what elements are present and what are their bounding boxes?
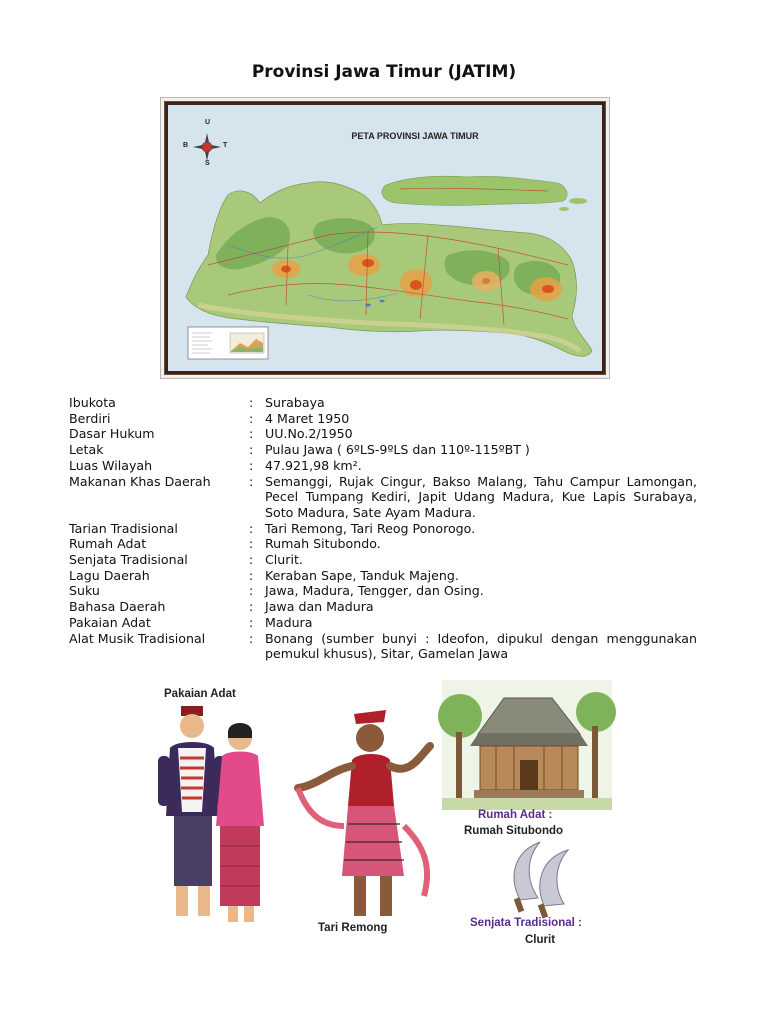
info-label: Ibukota [69,395,116,410]
info-value: Tari Remong, Tari Reog Ponorogo. [265,520,476,536]
info-label: Alat Musik Tradisional [69,630,206,646]
info-row-bahasa [69,599,697,615]
info-separator: : [249,552,254,568]
info-row-dasar-hukum [69,426,697,442]
info-separator: : [249,410,254,426]
compass-north-label: U [205,119,211,126]
info-row-senjata [69,552,697,568]
info-separator: : [249,520,254,536]
info-separator: : [249,599,254,615]
info-value: Semanggi, Rujak Cingur, Bakso Malang, Tahu Campur Lamongan, Pecel Tumpang Kediri, Japit Udang Madura, Kue Lapis Surabaya, Soto Madura, Sate Ayam Madura. [265,473,697,520]
info-value: Jawa, Madura, Tengger, dan Osing. [265,583,484,599]
compass-south-label: S [205,160,210,167]
info-label: Lagu Daerah [69,567,150,583]
sickle-icon [514,842,568,919]
map-title: PETA PROVINSI JAWA TIMUR [351,131,479,141]
info-separator: : [249,395,254,410]
senjata-tradisional-caption: Senjata Tradisional : [470,917,582,929]
info-row-suku [69,583,697,599]
info-label: Bahasa Daerah [69,599,166,615]
info-label: Suku [69,583,100,599]
info-row-luas-wilayah [69,458,697,474]
compass-west-label: B [183,142,189,149]
info-separator: : [249,457,254,473]
rumah-situbondo-caption: Rumah Situbondo [464,825,564,837]
info-row-alat-musik [69,631,697,662]
info-row-ibukota [69,395,697,411]
tari-remong-caption: Tari Remong [318,922,388,934]
info-row-letak [69,442,697,458]
info-value: Surabaya [265,395,325,410]
province-info-table [69,395,697,662]
culture-illustration [148,676,618,956]
info-label: Makanan Khas Daerah [69,473,211,489]
info-separator: : [249,536,254,552]
info-value: 4 Maret 1950 [265,410,350,426]
compass-east-label: T [223,142,228,149]
info-row-lagu-daerah [69,568,697,584]
man-figure-icon [158,706,226,916]
dancer-figure-icon [298,710,430,916]
info-value: Jawa dan Madura [265,599,374,615]
info-separator: : [249,426,254,442]
info-row-berdiri [69,411,697,427]
info-value: UU.No.2/1950 [265,426,353,442]
info-separator: : [249,614,254,630]
info-value: Rumah Situbondo. [265,536,381,552]
info-label: Letak [69,442,104,458]
house-icon [438,680,616,810]
map-illustration [168,105,602,371]
info-label: Berdiri [69,410,111,426]
info-value: Pulau Jawa ( 6ºLS-9ºLS dan 110º-115ºBT ) [265,442,530,458]
info-value: Keraban Sape, Tanduk Majeng. [265,567,459,583]
clurit-caption: Clurit [525,934,556,946]
info-value: Madura [265,614,313,630]
info-value: 47.921,98 km². [265,457,362,473]
map-canvas [165,102,605,374]
rumah-adat-caption: Rumah Adat : [478,809,553,821]
info-row-tarian [69,521,697,537]
province-map [160,97,610,379]
map-legend [188,327,268,359]
page-title: Provinsi Jawa Timur (JATIM) [251,62,517,82]
info-separator: : [249,583,254,599]
woman-figure-icon [216,723,264,922]
info-label: Luas Wilayah [69,457,153,473]
info-row-makanan-khas [69,474,697,521]
info-separator: : [249,630,254,646]
info-label: Rumah Adat [69,536,147,552]
info-row-rumah-adat [69,536,697,552]
info-separator: : [249,473,254,489]
info-label: Senjata Tradisional [69,552,188,568]
info-value: Bonang (sumber bunyi : Ideofon, dipukul dengan menggunakan pemukul khusus), Sitar, Gamelan Jawa [265,630,697,662]
info-row-pakaian-adat [69,615,697,631]
info-label: Tarian Tradisional [69,520,178,536]
pakaian-adat-caption: Pakaian Adat [164,688,236,700]
info-value: Clurit. [265,552,303,568]
info-label: Pakaian Adat [69,614,151,630]
info-separator: : [249,567,254,583]
info-separator: : [249,442,254,458]
info-label: Dasar Hukum [69,426,155,442]
